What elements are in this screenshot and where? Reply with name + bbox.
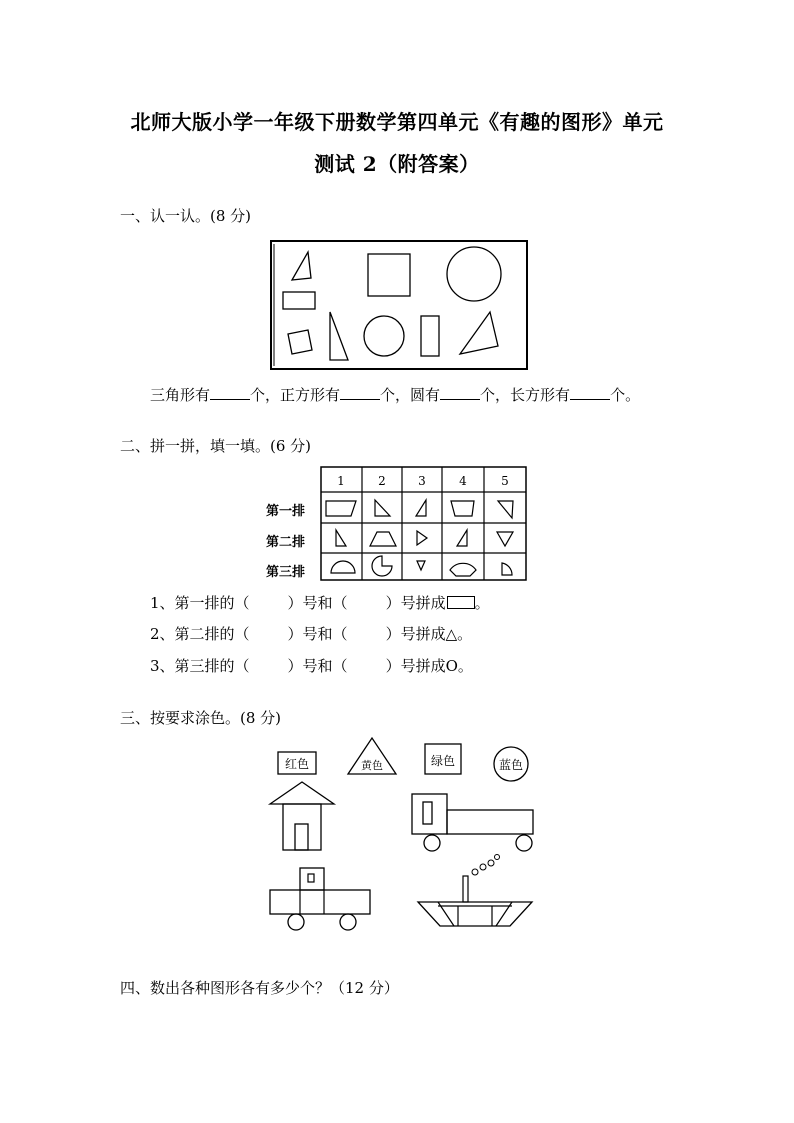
q2-item-1 bbox=[150, 592, 490, 613]
square-shape bbox=[368, 254, 410, 296]
legend-green-label: 绿色 bbox=[430, 754, 456, 768]
q2-item-3 bbox=[150, 655, 473, 676]
page-title-line1: 北师大版小学一年级下册数学第四单元《有趣的图形》单元 bbox=[130, 110, 664, 134]
q2-col-5: 5 bbox=[501, 474, 509, 488]
triangle-shape bbox=[330, 312, 348, 360]
q1-heading: 一、认一认。(8 分) bbox=[120, 207, 252, 225]
q1-blank-square[interactable] bbox=[340, 385, 380, 400]
legend-yellow-label: 黄色 bbox=[361, 759, 383, 772]
q1-text-square: 个，正方形有 bbox=[250, 386, 341, 404]
q2-item-2 bbox=[150, 623, 472, 644]
q1-sentence bbox=[150, 384, 640, 405]
q2-item-2-prefix: 2、第二排的（ bbox=[150, 625, 250, 643]
rectangle-icon bbox=[447, 596, 475, 609]
q2-item-3-suffix: ）号拼成O。 bbox=[385, 657, 473, 675]
q1-shapes-figure bbox=[270, 240, 528, 370]
q2-col-1: 1 bbox=[337, 474, 345, 488]
q2-item-1-end: 。 bbox=[474, 594, 490, 612]
q2-item-3-prefix: 3、第三排的（ bbox=[150, 657, 250, 675]
q2-row-label-1: 第一排 bbox=[266, 504, 306, 519]
q2-col-4: 4 bbox=[459, 474, 467, 488]
q1-text-end: 个。 bbox=[610, 386, 641, 404]
q1-blank-triangle[interactable] bbox=[210, 385, 250, 400]
q1-blank-rectangle[interactable] bbox=[570, 385, 610, 400]
triangle-shape bbox=[460, 312, 498, 354]
q2-item-1-mid: ）号和（ bbox=[287, 594, 348, 612]
q1-blank-circle[interactable] bbox=[440, 385, 480, 400]
q1-text-rectangle: 个，长方形有 bbox=[480, 386, 571, 404]
q2-col-3: 3 bbox=[418, 474, 426, 488]
legend-blue-label: 蓝色 bbox=[498, 758, 524, 772]
rectangle-shape bbox=[283, 292, 315, 309]
q1-text-circle: 个，圆有 bbox=[380, 386, 441, 404]
square-shape bbox=[288, 330, 312, 354]
q2-item-1-prefix: 1、第一排的（ bbox=[150, 594, 250, 612]
q3-coloring-figure bbox=[262, 736, 542, 936]
q4-heading: 四、数出各种图形各有多少个？（12 分） bbox=[120, 979, 399, 997]
circle-shape bbox=[364, 316, 404, 356]
q2-item-3-mid: ）号和（ bbox=[287, 657, 348, 675]
q3-heading: 三、按要求涂色。(8 分) bbox=[120, 709, 282, 727]
q1-text-triangle: 三角形有 bbox=[150, 386, 211, 404]
q2-row-label-2: 第二排 bbox=[266, 535, 306, 550]
triangle-shape bbox=[292, 252, 311, 280]
q2-puzzle-grid bbox=[320, 466, 528, 582]
circle-shape bbox=[447, 247, 501, 301]
q2-row-label-3: 第三排 bbox=[266, 565, 306, 580]
q2-item-2-mid: ）号和（ bbox=[287, 625, 348, 643]
q2-item-1-suffix: ）号拼成 bbox=[385, 594, 446, 612]
q2-heading: 二、拼一拼，填一填。(6 分) bbox=[120, 437, 312, 455]
legend-red-label: 红色 bbox=[284, 757, 310, 771]
q2-item-2-suffix: ）号拼成△。 bbox=[385, 625, 473, 643]
q2-col-2: 2 bbox=[378, 474, 386, 488]
page-title-line2: 测试 2（附答案） bbox=[314, 152, 480, 176]
rectangle-shape bbox=[421, 316, 439, 356]
